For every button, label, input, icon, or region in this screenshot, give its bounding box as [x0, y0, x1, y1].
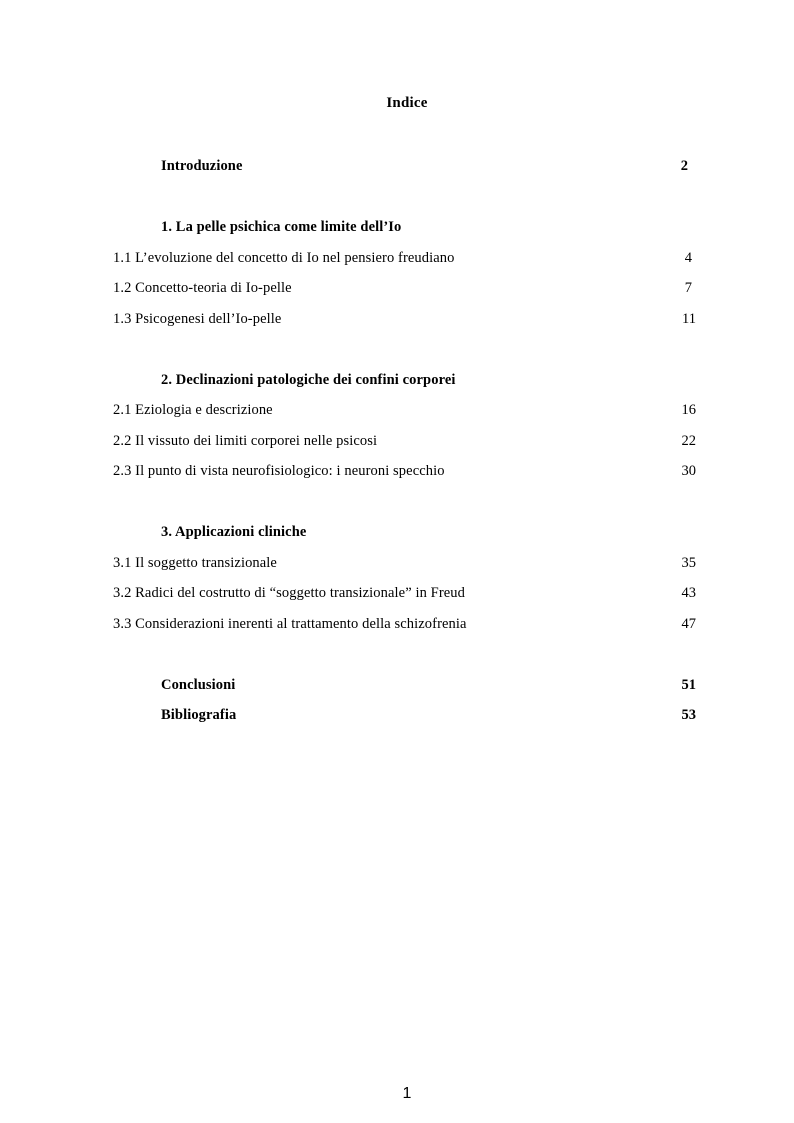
toc-entry-label: 3.1 Il soggetto transizionale [113, 555, 277, 571]
toc-entry-1-2 [0, 278, 794, 298]
toc-entry-page: 53 [681, 707, 696, 723]
toc-entry-2-2 [0, 431, 794, 451]
toc-entry-label: Introduzione [161, 158, 243, 174]
toc-entry-label: Bibliografia [161, 707, 237, 723]
toc-entry-label: 1.2 Concetto-teoria di Io-pelle [113, 280, 292, 296]
toc-entry-2-1 [0, 400, 794, 420]
toc-entry-page: 35 [681, 555, 696, 571]
toc-entry-3-2 [0, 583, 794, 603]
toc-title: Indice [386, 95, 428, 111]
chapter-heading: 2. Declinazioni patologiche dei confini corporei [161, 372, 456, 388]
toc-chapter-heading-3 [0, 522, 794, 542]
toc-entry-page: 2 [680, 158, 688, 174]
toc-entry-page: 47 [681, 616, 696, 632]
toc-entry-1-3 [0, 309, 794, 329]
toc-entry-1-1 [0, 248, 794, 268]
toc-entry-3-1 [0, 553, 794, 573]
toc-entry-3-3 [0, 614, 794, 634]
toc-entry-label: 2.1 Eziologia e descrizione [113, 402, 273, 418]
toc-entry-page: 11 [682, 311, 696, 327]
toc-entry-page: 16 [681, 402, 696, 418]
toc-entry-label: 3.2 Radici del costrutto di “soggetto transizionale” in Freud [113, 585, 466, 601]
toc-entry-conclusions [0, 675, 794, 695]
chapter-heading: 1. La pelle psichica come limite dell’Io [161, 219, 402, 235]
page-number: 1 [402, 1085, 412, 1102]
toc-entry-page: 43 [681, 585, 696, 601]
toc-entry-page: 4 [684, 250, 692, 266]
toc-chapter-heading-2 [0, 370, 794, 390]
toc-entry-page: 7 [684, 280, 692, 296]
toc-entry-bibliography [0, 705, 794, 725]
toc-entry-label: Conclusioni [161, 677, 236, 693]
toc-chapter-heading-1 [0, 217, 794, 237]
toc-entry-introduction [0, 156, 794, 176]
toc-entry-label: 1.3 Psicogenesi dell’Io-pelle [113, 311, 282, 327]
toc-entry-label: 2.3 Il punto di vista neurofisiologico: i neuroni specchio [113, 463, 445, 479]
toc-entry-page: 51 [681, 677, 696, 693]
chapter-heading: 3. Applicazioni cliniche [161, 524, 307, 540]
toc-entry-2-3 [0, 461, 794, 481]
toc-entry-page: 30 [681, 463, 696, 479]
toc-entry-label: 3.3 Considerazioni inerenti al trattamento della schizofrenia [113, 616, 467, 632]
toc-entry-page: 22 [681, 433, 696, 449]
toc-entry-label: 2.2 Il vissuto dei limiti corporei nelle psicosi [113, 433, 378, 449]
toc-entry-label: 1.1 L’evoluzione del concetto di Io nel pensiero freudiano [113, 250, 455, 266]
